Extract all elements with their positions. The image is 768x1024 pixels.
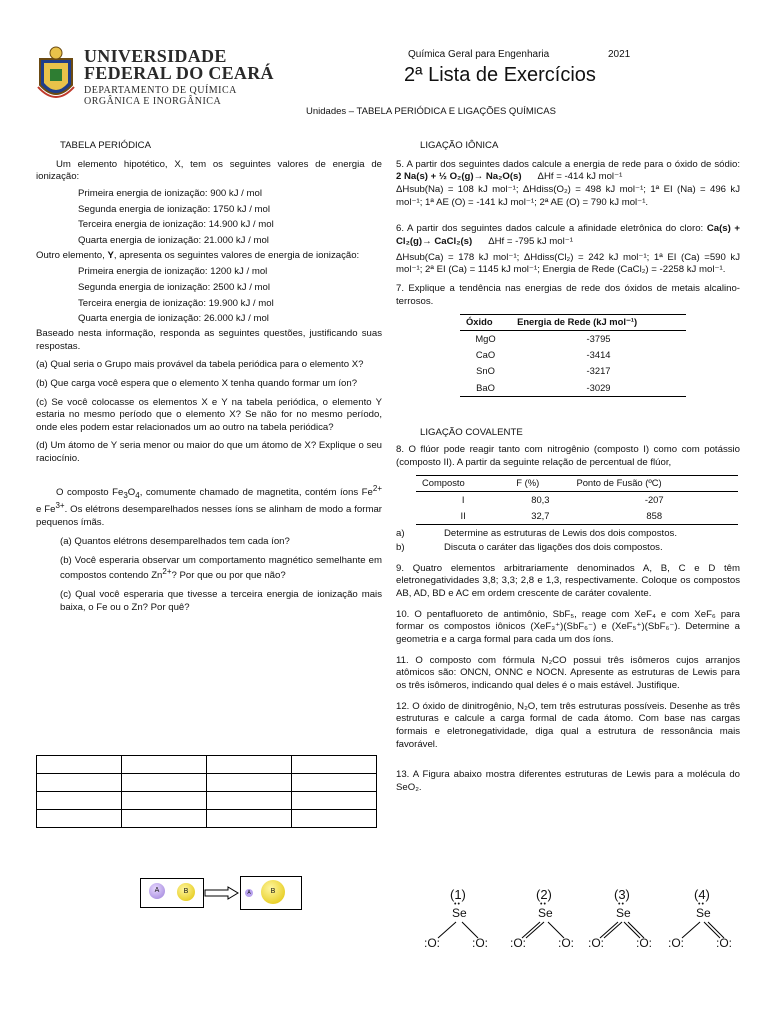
atom-b: B [177, 883, 195, 901]
logo-line-4: ORGÂNICA E INORGÂNICA [84, 96, 222, 107]
y-ie-2: Segunda energia de ionização: 2500 kJ / mol [78, 281, 271, 293]
logo-line-1: UNIVERSIDADE [84, 46, 227, 66]
page-title: 2ª Lista de Exercícios [404, 64, 596, 86]
question-7: 7. Explique a tendência nas energias de rede dos óxidos de metais alcalino-terrosos. [396, 282, 740, 307]
oxide-header-0: Óxido [460, 315, 511, 330]
question-10: 10. O pentafluoreto de antimônio, SbF₅, reage com XeF₄ e com XeF₆ para formar os compostos iônicos (XeF₃⁺)(SbF₆⁻) e (XeF₅⁺)(SbF₆⁻). Determine a geometria e a carga formal para cada um dos íons. [396, 608, 740, 646]
table-row: II 32,7 858 [416, 508, 738, 525]
table-row: I 80,3 -207 [461, 493, 664, 505]
atoms-box-right [240, 876, 302, 910]
question-6-data: ΔHsub(Ca) = 178 kJ mol⁻¹; ΔHdiss(Cl₂) = 242 kJ mol⁻¹; 1ª EI (Ca) =590 kJ mol⁻¹; 2ª EI (Ca) = 1145 kJ mol⁻¹; Energia de Rede (CaCl₂) = -2258 kJ mol⁻¹. [396, 251, 740, 276]
atom-a: A [149, 883, 165, 899]
section-heading-ionic: LIGAÇÃO IÔNICA [420, 140, 499, 151]
question-6: 6. A partir dos seguintes dados calcule a afinidade eletrônica do cloro: Ca(s) + Cl₂(g)→ CaCl₂(s) ΔHf = -795 kJ mol⁻¹ [396, 223, 740, 247]
logo-line-3: DEPARTAMENTO DE QUÍMICA [84, 85, 237, 96]
units-subtitle: Unidades – TABELA PERIÓDICA E LIGAÇÕES QUÍMICAS [306, 106, 556, 117]
x-ie-3: Terceira energia de ionização: 14.900 kJ / mol [78, 219, 274, 231]
question-c: (c) Se você colocasse os elementos X e Y na tabela periódica, o elemento Y estaria no mesmo período que o elemento X? Se não for no mesmo período, onde eles podem estar relacionados um ao outro na tabela periódica? [36, 396, 382, 433]
question-5: 5. A partir dos seguintes dados calcule a energia de rede para o óxido de sódio: 2 Na(s) + ½ O₂(g)→ Na₂O(s) ΔHf = -414 kJ mol⁻¹ [396, 158, 740, 183]
question-8: 8. O flúor pode reagir tanto com nitrogênio (composto I) como com potássio (composto II). A partir da seguinte relação de percentual de flúor, [396, 443, 740, 468]
lewis-structure-2: (2) •• Se :O: :O: [510, 887, 575, 950]
based-text: Baseado nesta informação, responda as seguintes questões, justificando suas respostas. [36, 327, 382, 352]
atom-b-large: B [261, 880, 285, 904]
question-13: 13. A Figura abaixo mostra diferentes estruturas de Lewis para a molécula do SeO₂. [396, 769, 740, 793]
question-12: 12. O óxido de dinitrogênio, N₂O, tem três estruturas possíveis. Desenhe as três estruturas e calcule a carga formal de cada átomo. Com base nas cargas formais e eletronegatividade, diga qual a estrutura de ressonância mais favorável. [396, 700, 740, 750]
question-d: (d) Um átomo de Y seria menor ou maior do que um átomo de X? Explique o seu raciocínio. [36, 440, 382, 465]
year: 2021 [608, 49, 631, 60]
y-ie-4: Quarta energia de ionização: 26.000 kJ / mol [78, 313, 269, 325]
magnetite-c: (c) Qual você esperaria que tivesse a terceira energia de ionização mais baixa, o Fe ou o Zn? Por quê? [60, 589, 382, 613]
arrow-right-icon [204, 886, 240, 900]
oxide-table [460, 314, 686, 397]
question-9: 9. Quatro elementos arbitrariamente denominados A, B, C e D têm eletronegatividades 3,8; 3,3; 2,8 e 1,3, respectivamente. Coloque os compostos AB, AD, BD e AC em ordem crescente de caráter covalente. [396, 562, 740, 600]
question-11: 11. O composto com fórmula N₂CO possui três isômeros cujos arranjos atômicos são: ONCN, ONNC e NOCN. Apresente as estruturas de Lewis para os três isômeros, indicando qual deles é o mais estável. Justifique. [396, 654, 740, 691]
lewis-structure-4: (4) •• Se :O: :O: [668, 887, 733, 950]
atom-a-small: A [245, 889, 253, 897]
table-row: BaO -3029 [460, 380, 686, 397]
question-b: (b) Que carga você espera que o elemento X tenha quando formar um íon? [36, 377, 358, 389]
logo-line-2: FEDERAL DO CEARÁ [84, 63, 274, 83]
question-8b: b) Discuta o caráter das ligações dos dois compostos. [396, 542, 663, 554]
course-name: Química Geral para Engenharia [408, 49, 550, 60]
section-heading-periodic-table: TABELA PERIÓDICA [60, 140, 151, 151]
left-column [36, 140, 382, 620]
x-ie-2: Segunda energia de ionização: 1750 kJ / mol [78, 203, 271, 215]
question-8a: a) Determine as estruturas de Lewis dos dois compostos. [396, 528, 678, 540]
intro-y: Outro elemento, Y, apresenta os seguintes valores de energia de ionização: [36, 249, 360, 261]
table-row: SnO -3217 [476, 365, 611, 377]
magnetite-a: (a) Quantos elétrons desemparelhados tem cada íon? [60, 535, 290, 547]
university-crest-icon [36, 45, 76, 105]
magnetite-text: O composto $Fe_3O_4$, comumente chamado de magnetita, contém íons $Fe^{2+}$ e $Fe^{3+}$. Os elétrons desemparelhados nesses íons se alinham de modo a formar pequenos ímãs. [36, 483, 382, 529]
empty-answer-grid [36, 755, 377, 828]
x-ie-4: Quarta energia de ionização: 21.000 kJ / mol [78, 234, 269, 246]
university-logo-text [84, 48, 274, 107]
y-ie-1: Primeira energia de ionização: 1200 kJ / mol [78, 266, 268, 278]
atoms-box-left [140, 878, 204, 908]
right-column [396, 140, 740, 795]
magnetite-b: (b) Você esperaria observar um comportamento magnético semelhante em compostos contendo $Zn^{2+}$? Por que ou por que não? [60, 554, 382, 582]
fluorine-table: Composto F (%) Ponto de Fusão (ºC) I 80,3 -207 II 32,7 858 [416, 475, 738, 525]
lewis-structure-3: (3) •• Se :O: :O: [588, 887, 653, 950]
lewis-structure-1: (1) •• Se :O: :O: [424, 887, 489, 950]
section-heading-covalent: LIGAÇÃO COVALENTE [420, 427, 523, 439]
question-a: (a) Qual seria o Grupo mais provável da tabela periódica para o elemento X? [36, 359, 364, 371]
table-row: MgO -3795 [475, 332, 611, 344]
y-ie-3: Terceira energia de ionização: 19.900 kJ / mol [78, 297, 274, 309]
lewis-structures-figure [418, 886, 740, 956]
table-row: CaO -3414 [475, 349, 611, 361]
question-5-data: ΔHsub(Na) = 108 kJ mol⁻¹; ΔHdiss(O₂) = 498 kJ mol⁻¹; 1ª EI (Na) = 496 kJ mol⁻¹; 1ª AE (O) = -141 kJ mol⁻¹; 2ª AE (O) = 790 kJ mol⁻¹. [396, 183, 740, 208]
x-ie-1: Primeira energia de ionização: 900 kJ / mol [78, 187, 262, 199]
oxide-header-1: Energia de Rede (kJ mol⁻¹) [511, 315, 686, 330]
intro-x: Um elemento hipotético, X, tem os seguintes valores de energia de ionização: [36, 158, 382, 183]
